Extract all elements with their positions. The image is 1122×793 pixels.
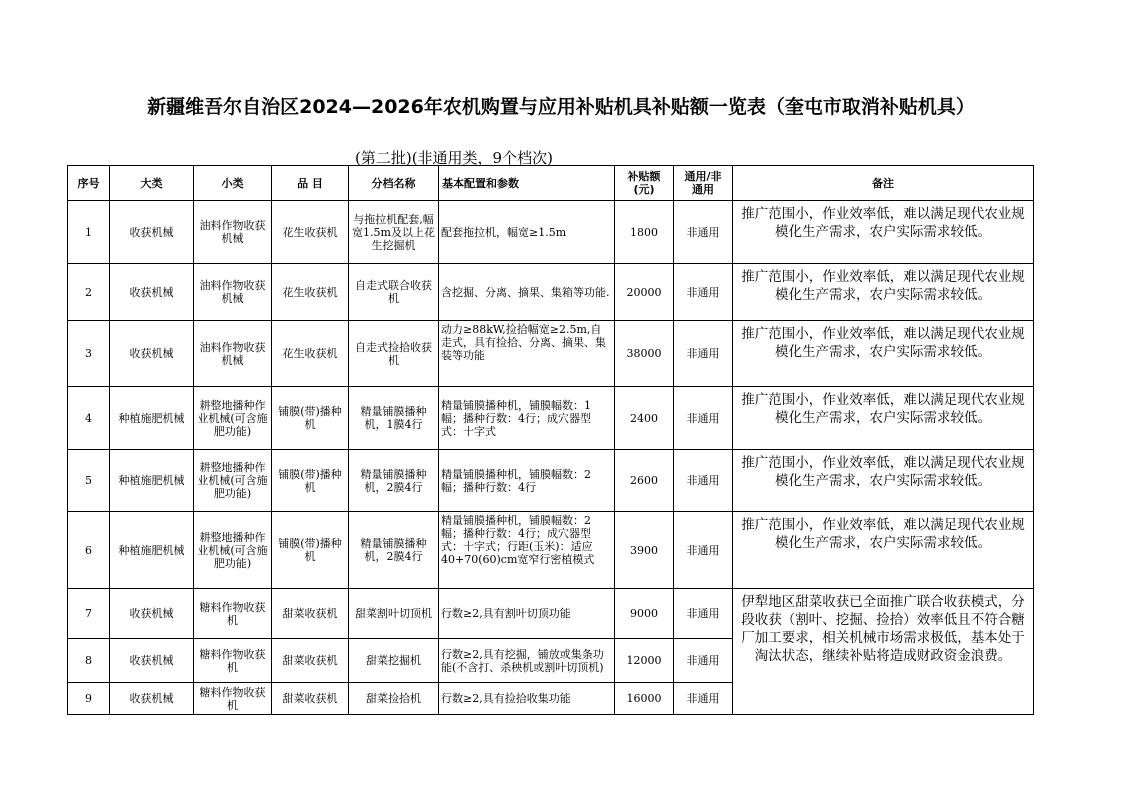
cell-seq: 6 [68,512,110,589]
cell-tier: 自走式联合收获机 [349,264,439,321]
cell-general: 非通用 [674,683,733,715]
cell-subcategory: 糖料作物收获机 [194,683,272,715]
cell-tier: 精量铺膜播种机，2膜4行 [349,512,439,589]
header-category: 大类 [110,166,194,201]
cell-subsidy: 2600 [615,450,674,512]
header-config: 基本配置和参数 [439,166,615,201]
cell-item: 铺膜(带)播种机 [272,387,349,450]
cell-item: 花生收获机 [272,321,349,387]
cell-tier: 自走式捡拾收获机 [349,321,439,387]
cell-seq: 5 [68,450,110,512]
cell-subcategory: 耕整地播种作业机械(可含施肥功能) [194,387,272,450]
cell-item: 花生收获机 [272,264,349,321]
header-tier: 分档名称 [349,166,439,201]
cell-item: 铺膜(带)播种机 [272,450,349,512]
cell-subsidy: 2400 [615,387,674,450]
cell-item: 甜菜收获机 [272,639,349,683]
cell-config: 动力≥88kW,捡拾幅宽≥2.5m,自走式，具有捡拾、分离、摘果、集装等功能 [439,321,615,387]
cell-category: 种植施肥机械 [110,450,194,512]
cell-subcategory: 糖料作物收获机 [194,639,272,683]
cell-category: 收获机械 [110,201,194,264]
cell-general: 非通用 [674,589,733,639]
cell-subsidy: 16000 [615,683,674,715]
cell-tier: 甜菜捡拾机 [349,683,439,715]
table-row [68,450,1034,512]
table-row [68,512,1034,589]
cell-category: 种植施肥机械 [110,387,194,450]
cell-seq: 2 [68,264,110,321]
cell-config: 行数≥2,具有割叶切顶功能 [439,589,615,639]
cell-config: 配套拖拉机，幅宽≥1.5m [439,201,615,264]
cell-item: 甜菜收获机 [272,683,349,715]
cell-category: 收获机械 [110,321,194,387]
header-subsidy-line1: 补贴额 [627,170,661,183]
cell-general: 非通用 [674,512,733,589]
cell-subsidy: 3900 [615,512,674,589]
table-row [68,321,1034,387]
cell-general: 非通用 [674,321,733,387]
cell-remark: 推广范围小，作业效率低，难以满足现代农业规模化生产需求，农户实际需求较低。 [733,264,1034,321]
page-title: 新疆维吾尔自治区2024—2026年农机购置与应用补贴机具补贴额一览表（奎屯市取消补贴机具） [147,96,975,118]
cell-tier: 甜菜割叶切顶机 [349,589,439,639]
cell-seq: 9 [68,683,110,715]
cell-tier: 与拖拉机配套,幅宽1.5m及以上花生挖掘机 [349,201,439,264]
cell-general: 非通用 [674,639,733,683]
cell-remark: 推广范围小，作业效率低，难以满足现代农业规模化生产需求，农户实际需求较低。 [733,321,1034,387]
cell-seq: 4 [68,387,110,450]
cell-subcategory: 糖料作物收获机 [194,589,272,639]
cell-subsidy: 9000 [615,589,674,639]
cell-general: 非通用 [674,387,733,450]
cell-config: 行数≥2,具有挖掘，铺放或集条功能(不含打、杀秧机或割叶切顶机) [439,639,615,683]
cell-subsidy: 1800 [615,201,674,264]
header-remark: 备注 [733,166,1034,201]
cell-item: 甜菜收获机 [272,589,349,639]
table-row [68,387,1034,450]
cell-category: 收获机械 [110,639,194,683]
cell-item: 花生收获机 [272,201,349,264]
cell-tier: 精量铺膜播种机，1膜4行 [349,387,439,450]
cell-subcategory: 油料作物收获机械 [194,321,272,387]
cell-remark: 推广范围小，作业效率低，难以满足现代农业规模化生产需求，农户实际需求较低。 [733,387,1034,450]
table-row [68,201,1034,264]
cell-category: 收获机械 [110,264,194,321]
cell-config: 精量铺膜播种机，铺膜幅数：2幅；播种行数：4行；成穴器型式：十字式；行距(玉米)：适应40+70(60)cm宽窄行密植模式 [439,512,615,589]
header-seq: 序号 [68,166,110,201]
cell-config: 精量铺膜播种机，铺膜幅数：2幅；播种行数：4行 [439,450,615,512]
cell-seq: 8 [68,639,110,683]
cell-seq: 7 [68,589,110,639]
cell-item: 铺膜(带)播种机 [272,512,349,589]
header-item: 品 目 [272,166,349,201]
cell-tier: 甜菜挖掘机 [349,639,439,683]
cell-general: 非通用 [674,450,733,512]
cell-category: 种植施肥机械 [110,512,194,589]
cell-seq: 1 [68,201,110,264]
header-general-line1: 通用/非 [684,170,722,183]
cell-subcategory: 油料作物收获机械 [194,201,272,264]
cell-remark: 推广范围小，作业效率低，难以满足现代农业规模化生产需求，农户实际需求较低。 [733,201,1034,264]
header-general [674,166,733,201]
table-row [68,264,1034,321]
cell-config: 行数≥2,具有捡拾收集功能 [439,683,615,715]
cell-remark: 推广范围小，作业效率低，难以满足现代农业规模化生产需求，农户实际需求较低。 [733,450,1034,512]
subsidy-table [67,165,1034,715]
cell-general: 非通用 [674,264,733,321]
page-subtitle: (第二批)(非通用类，9个档次) [355,149,553,167]
cell-remark: 推广范围小，作业效率低，难以满足现代农业规模化生产需求，农户实际需求较低。 [733,512,1034,589]
header-general-line2: 通用 [692,183,714,196]
cell-subcategory: 油料作物收获机械 [194,264,272,321]
header-subcategory: 小类 [194,166,272,201]
cell-config: 精量铺膜播种机，铺膜幅数：1幅；播种行数：4行；成穴器型式：十字式 [439,387,615,450]
cell-subcategory: 耕整地播种作业机械(可含施肥功能) [194,450,272,512]
cell-tier: 精量铺膜播种机，2膜4行 [349,450,439,512]
table-header-row [68,166,1034,201]
cell-subsidy: 12000 [615,639,674,683]
cell-merged-remark: 伊犁地区甜菜收获已全面推广联合收获模式，分段收获（割叶、挖掘、捡拾）效率低且不符合糖厂加工要求，相关机械市场需求极低，基本处于淘汰状态，继续补贴将造成财政资金浪费。 [733,589,1034,715]
cell-category: 收获机械 [110,683,194,715]
cell-subsidy: 20000 [615,264,674,321]
header-subsidy [615,166,674,201]
cell-category: 收获机械 [110,589,194,639]
cell-config: 含挖掘、分离、摘果、集箱等功能. [439,264,615,321]
cell-seq: 3 [68,321,110,387]
cell-general: 非通用 [674,201,733,264]
cell-subsidy: 38000 [615,321,674,387]
header-subsidy-line2: (元) [633,183,655,196]
table-row [68,589,1034,639]
cell-subcategory: 耕整地播种作业机械(可含施肥功能) [194,512,272,589]
